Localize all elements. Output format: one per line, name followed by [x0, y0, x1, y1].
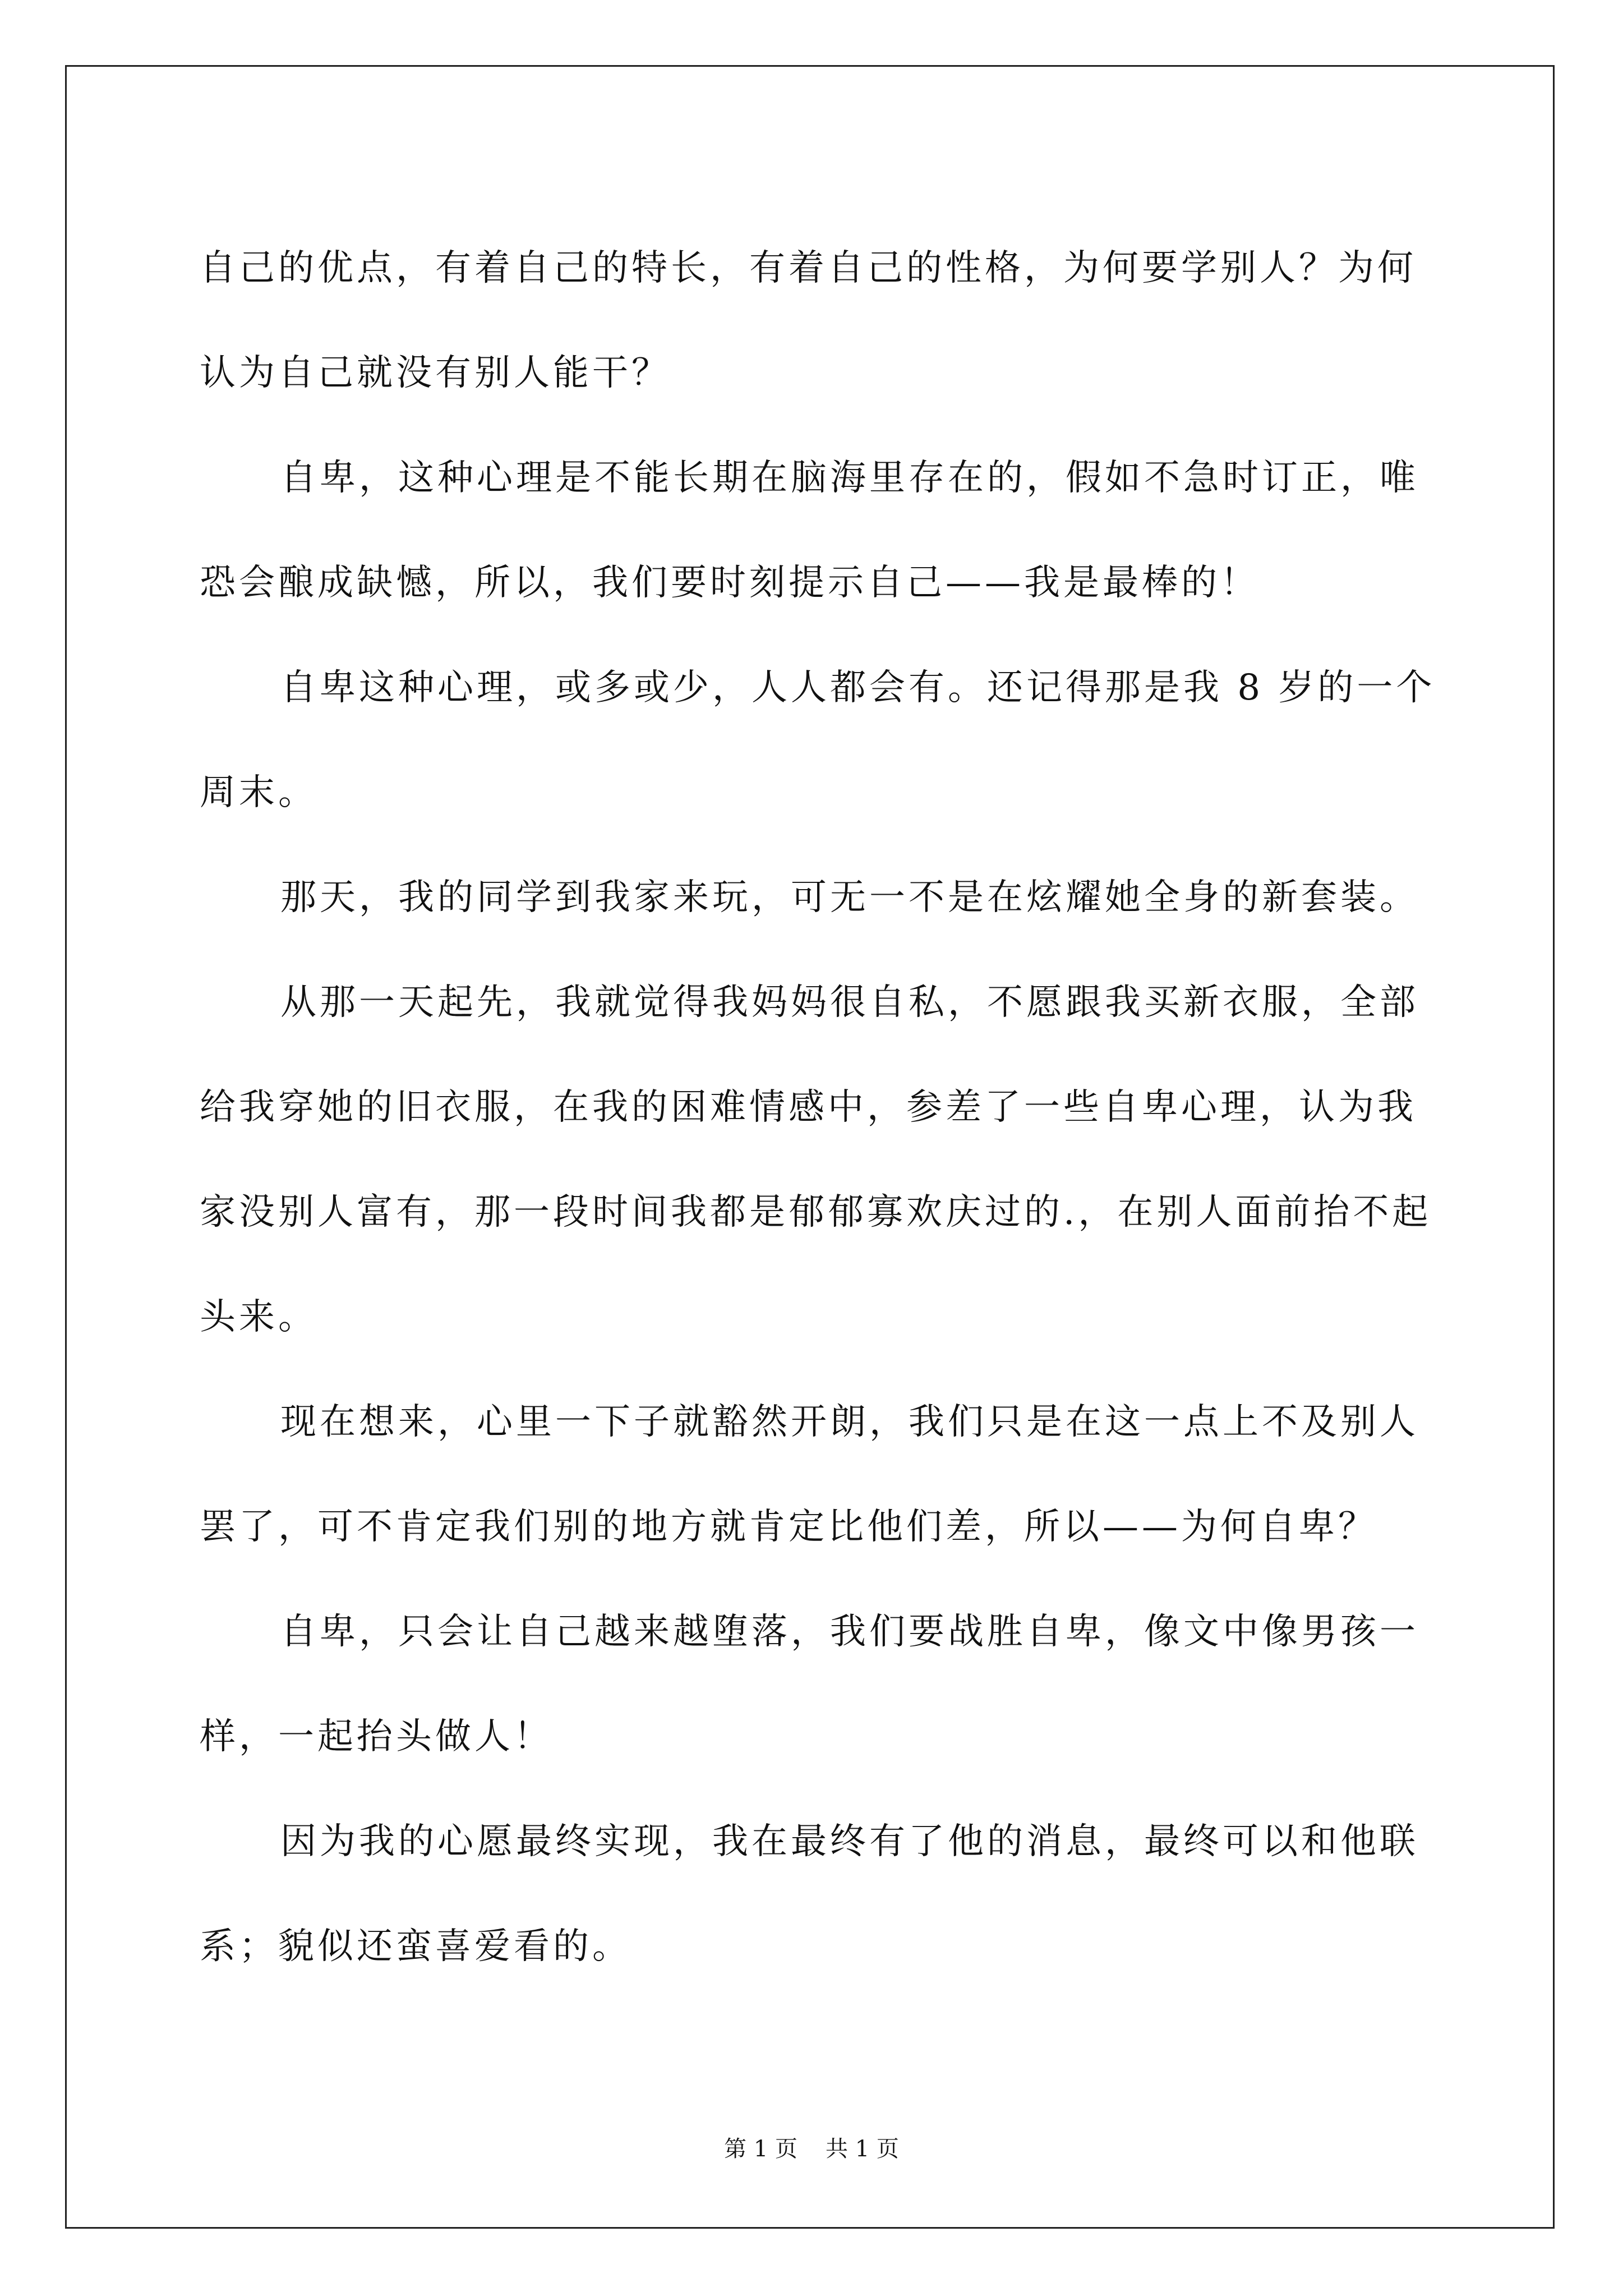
page-footer — [0, 2136, 1623, 2162]
paragraph: 自卑这种心理，或多或少，人人都会有。还记得那是我 8 岁的一个周末。 — [200, 667, 1436, 813]
paragraph: 从那一天起先，我就觉得我妈妈很自私，不愿跟我买新衣服，全部给我穿她的旧衣服，在我的困难情感中，参差了一些自卑心理，认为我家没别人富有，那一段时间我都是郁郁寡欢庆过的.，在别人面前抬不起头来。 — [200, 982, 1432, 1338]
page-total: 共 1 页 — [826, 2136, 899, 2162]
paragraph: 因为我的心愿最终实现，我在最终有了他的消息，最终可以和他联系；貌似还蛮喜爱看的。 — [200, 1821, 1419, 1967]
paragraph-continuation: 自己的优点，有着自己的特长，有着自己的性格，为何要学别人？为何认为自己就没有别人能干？ — [200, 247, 1417, 394]
document-body — [200, 216, 1445, 1999]
paragraph: 那天，我的同学到我家来玩，可无一不是在炫耀她全身的新套装。 — [280, 877, 1419, 918]
page-number: 第 1 页 — [724, 2136, 797, 2162]
paragraph: 自卑，只会让自己越来越堕落，我们要战胜自卑，像文中像男孩一样，一起抬头做人！ — [200, 1611, 1419, 1757]
paragraph: 自卑，这种心理是不能长期在脑海里存在的，假如不急时订正，唯恐会酿成缺憾，所以，我们要时刻提示自己——我是最棒的！ — [200, 457, 1419, 604]
paragraph: 现在想来，心里一下子就豁然开朗，我们只是在这一点上不及别人罢了，可不肯定我们别的地方就肯定比他们差，所以——为何自卑？ — [200, 1401, 1419, 1548]
